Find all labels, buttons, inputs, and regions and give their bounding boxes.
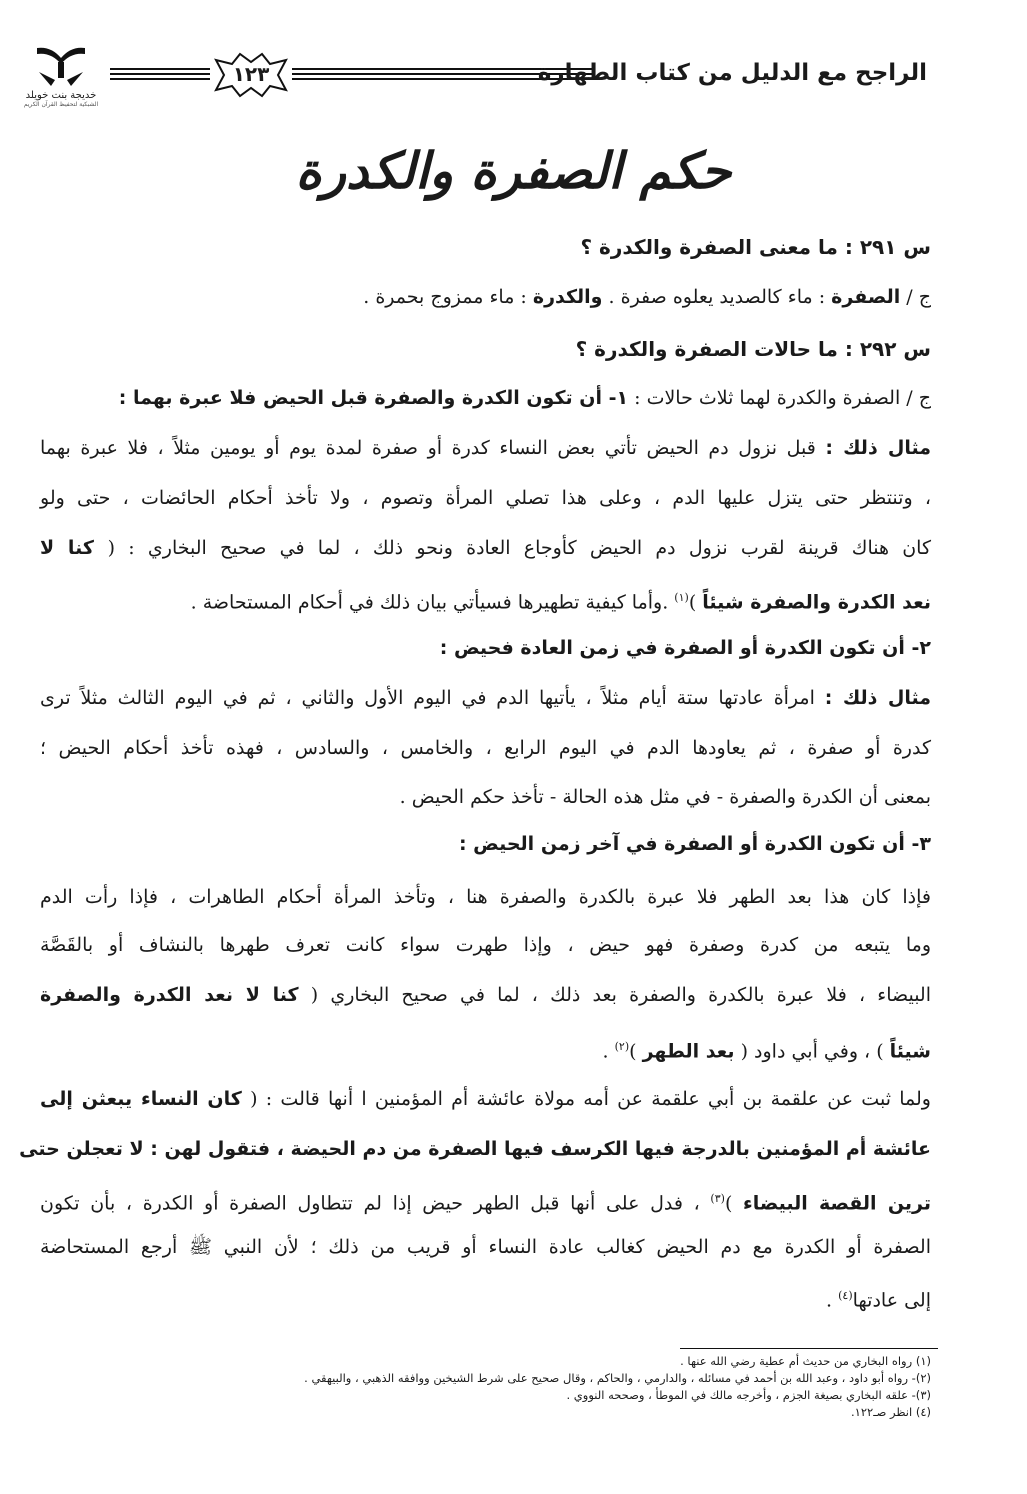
page-title: حكم الصفرة والكدرة [295, 142, 732, 200]
footnote-divider [680, 1348, 938, 1349]
case-3-heading: ٣- أن تكون الكدرة أو الصفرة في آخر زمن الحيض : [458, 833, 931, 855]
page-number-badge [210, 50, 292, 100]
footnote-1: (١) رواه البخاري من حديث أم عطية رضي الله عنها . [680, 1354, 931, 1368]
example-2-line-2: كدرة أو صفرة ، ثم يعاودها الدم في اليوم الرابع ، والخامس ، والسادس ، فهذه تأخذ أحكام الحيض ؛ [40, 737, 931, 759]
page-number: ١٢٣ [232, 62, 270, 86]
footnote-4: (٤) انظر صـ١٢٢. [851, 1405, 931, 1419]
answer-292-intro: ج / الصفرة والكدرة لهما ثلاث حالات : ١- أن تكون الكدرة والصفرة قبل الحيض فلا عبرة بهما : [118, 387, 931, 409]
case-3-line-5: ولما ثبت عن علقمة بن أبي علقمة عن أمه مولاة عائشة أم المؤمنين ا أنها قالت : ( كان النساء يبعثن إلى [40, 1088, 931, 1110]
example-1-line-3: كان هناك قرينة لقرب نزول دم الحيض كأوجاع العادة ونحو ذلك ، لما في صحيح البخاري : ( كنا لا [40, 537, 931, 559]
case-3-line-2: وما يتبعه من كدرة وصفرة فهو حيض ، وإذا طهرت سواء كانت تعرف طهرها بالنشاف أو بالقَصَّة [40, 934, 931, 956]
footnote-ref-3: (٣) [710, 1192, 725, 1205]
case-2-heading: ٢- أن تكون الكدرة أو الصفرة في زمن العادة فحيض : [439, 637, 931, 659]
case-3-line-9: إلى عادتها$^{(٤)}$ . [826, 1289, 931, 1312]
running-title: الراجح مع الدليل من كتاب الطهارة [537, 60, 927, 86]
book-stand-icon [31, 42, 91, 90]
logo-name: خديجة بنت خويلد [25, 90, 97, 101]
footnote-ref-1: (١) [674, 591, 689, 604]
footnote-ref-4: (٤) [838, 1289, 853, 1302]
case-3-line-3: البيضاء ، فلا عبرة بالكدرة والصفرة بعد ذلك ، لما في صحيح البخاري ( كنا لا نعد الكدرة والصفرة [40, 984, 931, 1006]
example-1-line-2: ، وتنتظر حتى يتزل عليها الدم ، وعلى هذا تصلي المرأة وتصوم ، ولا تأخذ أحكام الحائضات ، حتى ولو [40, 487, 931, 509]
answer-291: ج / الصفرة : ماء كالصديد يعلوه صفرة . والكدرة : ماء ممزوج بحمرة . [363, 286, 931, 308]
case-3-line-4: شيئاً ) ، وفي أبي داود ( بعد الطهر )$^{(٢)}$ . [602, 1040, 931, 1063]
example-1-line-4: نعد الكدرة والصفرة شيئاً )$^{(١)}$ .وأما كيفية تطهيرها فسيأتي بيان ذلك في أحكام المستحاضة . [190, 591, 931, 614]
example-2-line-1: مثال ذلك : امرأة عادتها ستة أيام مثلاً ، يأتيها الدم في اليوم الأول والثاني ، ثم في اليوم الثالث مثلاً ترى [40, 687, 931, 709]
footnote-2: (٢)- رواه أبو داود ، وعبد الله بن أحمد في مسائله ، والدارمي ، والحاكم ، وقال صحيح على شرط الشيخين ووافقه الذهبي ، والبيهقي . [304, 1371, 931, 1385]
case-3-line-6: عائشة أم المؤمنين بالدرجة فيها الكرسف فيها الصفرة من دم الحيضة ، فتقول لهن : لا تعجلن حتى [19, 1138, 931, 1160]
case-3-line-1: فإذا كان هذا بعد الطهر فلا عبرة بالكدرة والصفرة هنا ، وتأخذ المرأة أحكام الطاهرات ، فإذا رأت الدم [40, 886, 931, 908]
example-2-line-3: بمعنى أن الكدرة والصفرة - في مثل هذه الحالة - تأخذ حكم الحيض . [399, 786, 931, 808]
example-1-line-1: مثال ذلك : قبل نزول دم الحيض تأتي بعض النساء كدرة أو صفرة لمدة يوم أو يومين مثلاً ، فلا عبرة بهما [40, 437, 931, 459]
question-292: س ٢٩٢ : ما حالات الصفرة والكدرة ؟ [575, 337, 931, 361]
header-rule-left [110, 68, 210, 81]
case-3-line-8: الصفرة أو الكدرة مع دم الحيض كغالب عادة النساء أو قريب من ذلك ؛ لأن النبي ﷺ أرجع المستحاضة [40, 1236, 931, 1258]
logo-subtitle: الشبكية لتحفيظ القرآن الكريم [23, 101, 99, 108]
case-3-line-7: ترين القصة البيضاء )$^{(٣)}$ ، فدل على أنها قبل الطهر حيض إذا لم تتطاول الصفرة أو الكدرة ، بأن تكون [40, 1192, 932, 1215]
publisher-logo [6, 42, 116, 120]
question-291: س ٢٩١ : ما معنى الصفرة والكدرة ؟ [580, 235, 931, 259]
footnote-ref-2: (٢) [614, 1040, 630, 1053]
footnote-3: (٣)- علقه البخاري بصيغة الجزم ، وأخرجه مالك في الموطأ ، وصححه النووي . [566, 1388, 931, 1402]
